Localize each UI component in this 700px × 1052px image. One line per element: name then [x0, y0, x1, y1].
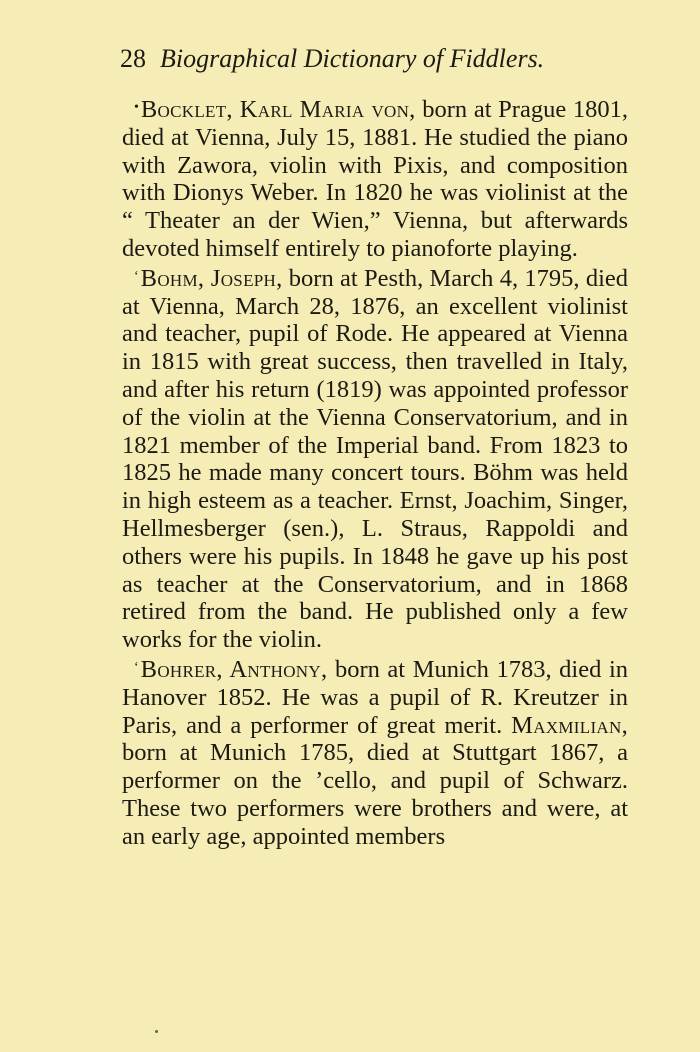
- entry-headword: Bohm, Joseph,: [140, 264, 283, 292]
- entry-mark: •: [134, 100, 139, 115]
- page-number: 28: [120, 44, 146, 73]
- entry-text: born at Munich 1783, died in Hanover 1852. He was a pupil of R. Kreutzer in Paris, and a performer of great merit.: [122, 655, 628, 739]
- entry-subheadword: Maxmilian,: [511, 711, 628, 739]
- entry-mark: ‘: [134, 268, 139, 284]
- dictionary-entries: [122, 94, 628, 851]
- entry-bohm: [122, 263, 628, 654]
- print-speck: [155, 1030, 158, 1033]
- entry-bocklet: [122, 94, 628, 263]
- entry-headword: Bocklet, Karl Maria von,: [140, 96, 416, 123]
- entry-text-continued: born at Munich 1785, died at Stuttgart 1867, a performer on the ’cello, and pupil of Schwarz. These two performers were brothers and were, at an early age, appointed members: [122, 739, 628, 850]
- running-title: Biographical Dictionary of Fiddlers.: [160, 44, 545, 73]
- entry-text: born at Prague 1801, died at Vienna, July 15, 1881. He studied the piano with Zawora, violin with Pixis, and composition with Dionys Weber. In 1820 he was violinist at the “ Theater an der Wien,” Vienna, but afterwards devoted himself entirely to pianoforte playing.: [122, 96, 628, 262]
- entry-mark: ‘: [134, 659, 139, 675]
- entry-text: born at Pesth, March 4, 1795, died at Vienna, March 28, 1876, an excellent violinist and teacher, pupil of Rode. He appeared at Vienna in 1815 with great success, then travelled in Italy, and after his return (1819) was appointed professor of the violin at the Vienna Conservatorium, and in 1821 member of the Imperial band. From 1823 to 1825 he made many concert tours. Böhm was held in high esteem as a teacher. Ernst, Joachim, Singer, Hellmesberger (sen.), L. Straus, Rappoldi and others were his pupils. In 1848 he gave up his post as teacher at the Conservatorium, and in 1868 retired from the band. He published only a few works for the violin.: [122, 264, 628, 654]
- running-header: [120, 44, 544, 74]
- entry-bohrer: [122, 654, 628, 851]
- entry-headword: Bohrer, Anthony,: [140, 655, 328, 683]
